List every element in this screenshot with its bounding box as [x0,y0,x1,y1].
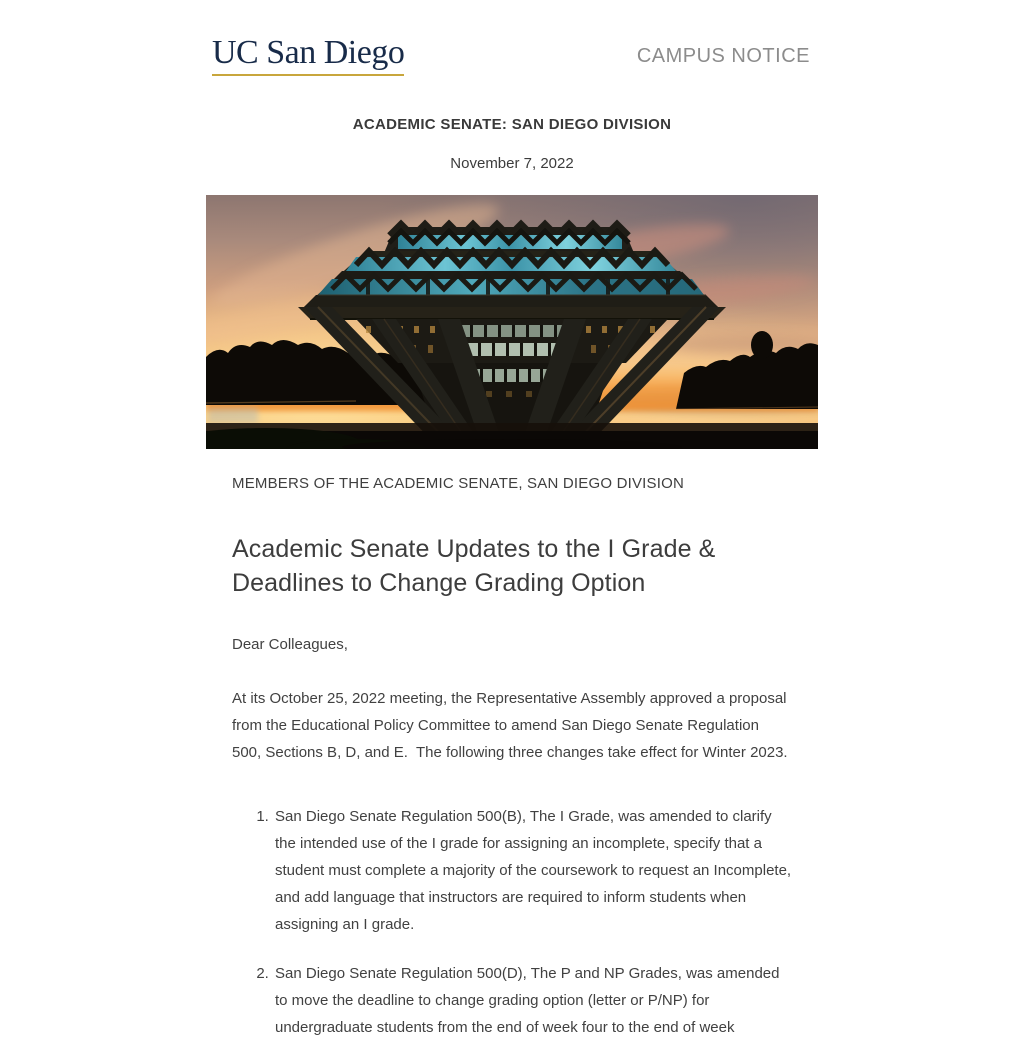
masthead-title: ACADEMIC SENATE: SAN DIEGO DIVISION [352,116,672,133]
regulation-list [232,803,792,1041]
message-content [206,475,818,1041]
geisel-library-illustration [206,195,818,449]
list-item: 2. San Diego Senate Regulation 500(D), The P and NP Grades, was amended to move the deadline to change grading option (letter or P/NP) for undergraduate students from the end of week four to the end of week [273,960,792,1041]
salutation: Dear Colleagues, [232,636,348,653]
headline: Academic Senate Updates to the I Grade & Deadlines to Change Grading Option [232,535,716,597]
audience-line: MEMBERS OF THE ACADEMIC SENATE, SAN DIEGO DIVISION [232,475,685,492]
header [206,36,818,76]
campus-notice-label: CAMPUS NOTICE [636,45,810,67]
hero-image [206,195,818,449]
ucsd-logo[interactable]: UC San Diego [212,36,404,76]
email-body [206,0,818,1041]
intro-paragraph: At its October 25, 2022 meeting, the Representative Assembly approved a proposal from the Educational Policy Committee to amend San Diego Senate Regulation 500, Sections B, D, and E. The following three changes take effect for Winter 2023. [232,690,791,761]
list-item: 1. San Diego Senate Regulation 500(B), The I Grade, was amended to clarify the intended use of the I grade for assigning an incomplete, specify that a student must complete a majority of the coursework to request an Incomplete, and add language that instructors are required to inform students when assigning an I grade. [273,803,792,938]
masthead-date: November 7, 2022 [450,155,574,172]
